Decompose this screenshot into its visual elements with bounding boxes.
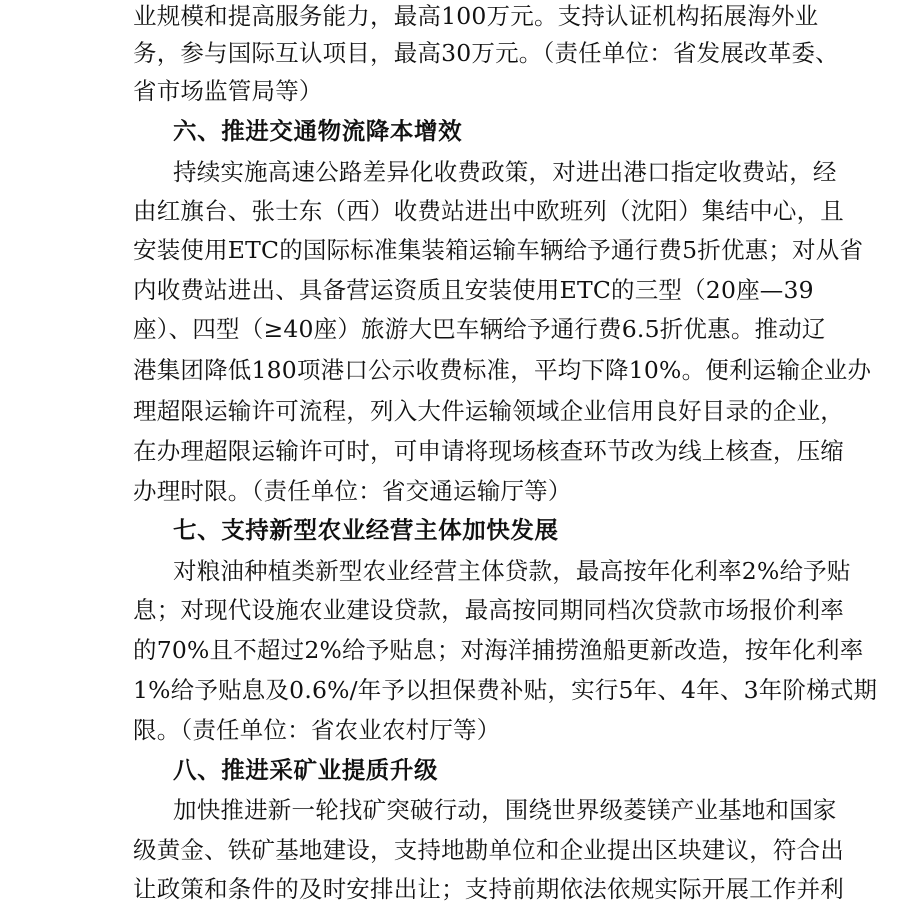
body-line: 加快推进新一轮找矿突破行动，围绕世界级菱镁产业基地和国家 bbox=[173, 796, 837, 824]
body-line: 持续实施高速公路差异化收费政策，对进出港口指定收费站，经 bbox=[173, 158, 837, 186]
section-heading: 七、支持新型农业经营主体加快发展 bbox=[173, 516, 559, 544]
body-line: 务，参与国际互认项目，最高30万元。（责任单位：省发展改革委、 bbox=[133, 39, 839, 67]
body-line: 让政策和条件的及时安排出让；支持前期依法依规实际开展工作并利 bbox=[133, 875, 844, 903]
body-line: 的70%且不超过2%给予贴息；对海洋捕捞渔船更新改造，按年化利率 bbox=[133, 636, 864, 664]
body-line: 安装使用ETC的国际标准集装箱运输车辆给予通行费5折优惠；对从省 bbox=[133, 236, 864, 264]
body-line: 内收费站进出、具备营运资质且安装使用ETC的三型（20座—39 bbox=[133, 276, 814, 304]
body-line: 理超限运输许可流程，列入大件运输领域企业信用良好目录的企业， bbox=[133, 397, 844, 425]
body-line: 业规模和提高服务能力，最高100万元。支持认证机构拓展海外业 bbox=[133, 2, 819, 30]
body-line: 在办理超限运输许可时，可申请将现场核查环节改为线上核查，压缩 bbox=[133, 437, 844, 465]
section-heading: 八、推进采矿业提质升级 bbox=[173, 756, 439, 784]
body-line: 1%给予贴息及0.6%/年予以担保费补贴，实行5年、4年、3年阶梯式期 bbox=[133, 676, 878, 704]
section-heading: 六、推进交通物流降本增效 bbox=[173, 117, 463, 145]
body-line: 港集团降低180项港口公示收费标准，平均下降10%。便利运输企业办 bbox=[133, 356, 872, 384]
body-line: 省市场监管局等） bbox=[133, 77, 323, 105]
body-line: 办理时限。（责任单位：省交通运输厅等） bbox=[133, 477, 572, 505]
body-line: 级黄金、铁矿基地建设，支持地勘单位和企业提出区块建议，符合出 bbox=[133, 836, 844, 864]
body-line: 息；对现代设施农业建设贷款，最高按同期同档次贷款市场报价利率 bbox=[133, 596, 844, 624]
body-line: 限。（责任单位：省农业农村厅等） bbox=[133, 716, 501, 744]
body-line: 由红旗台、张士东（西）收费站进出中欧班列（沈阳）集结中心，且 bbox=[133, 197, 844, 225]
body-line: 座）、四型（≥40座）旅游大巴车辆给予通行费6.5折优惠。推动辽 bbox=[133, 315, 826, 343]
body-line: 对粮油种植类新型农业经营主体贷款，最高按年化利率2%给予贴 bbox=[173, 557, 851, 585]
